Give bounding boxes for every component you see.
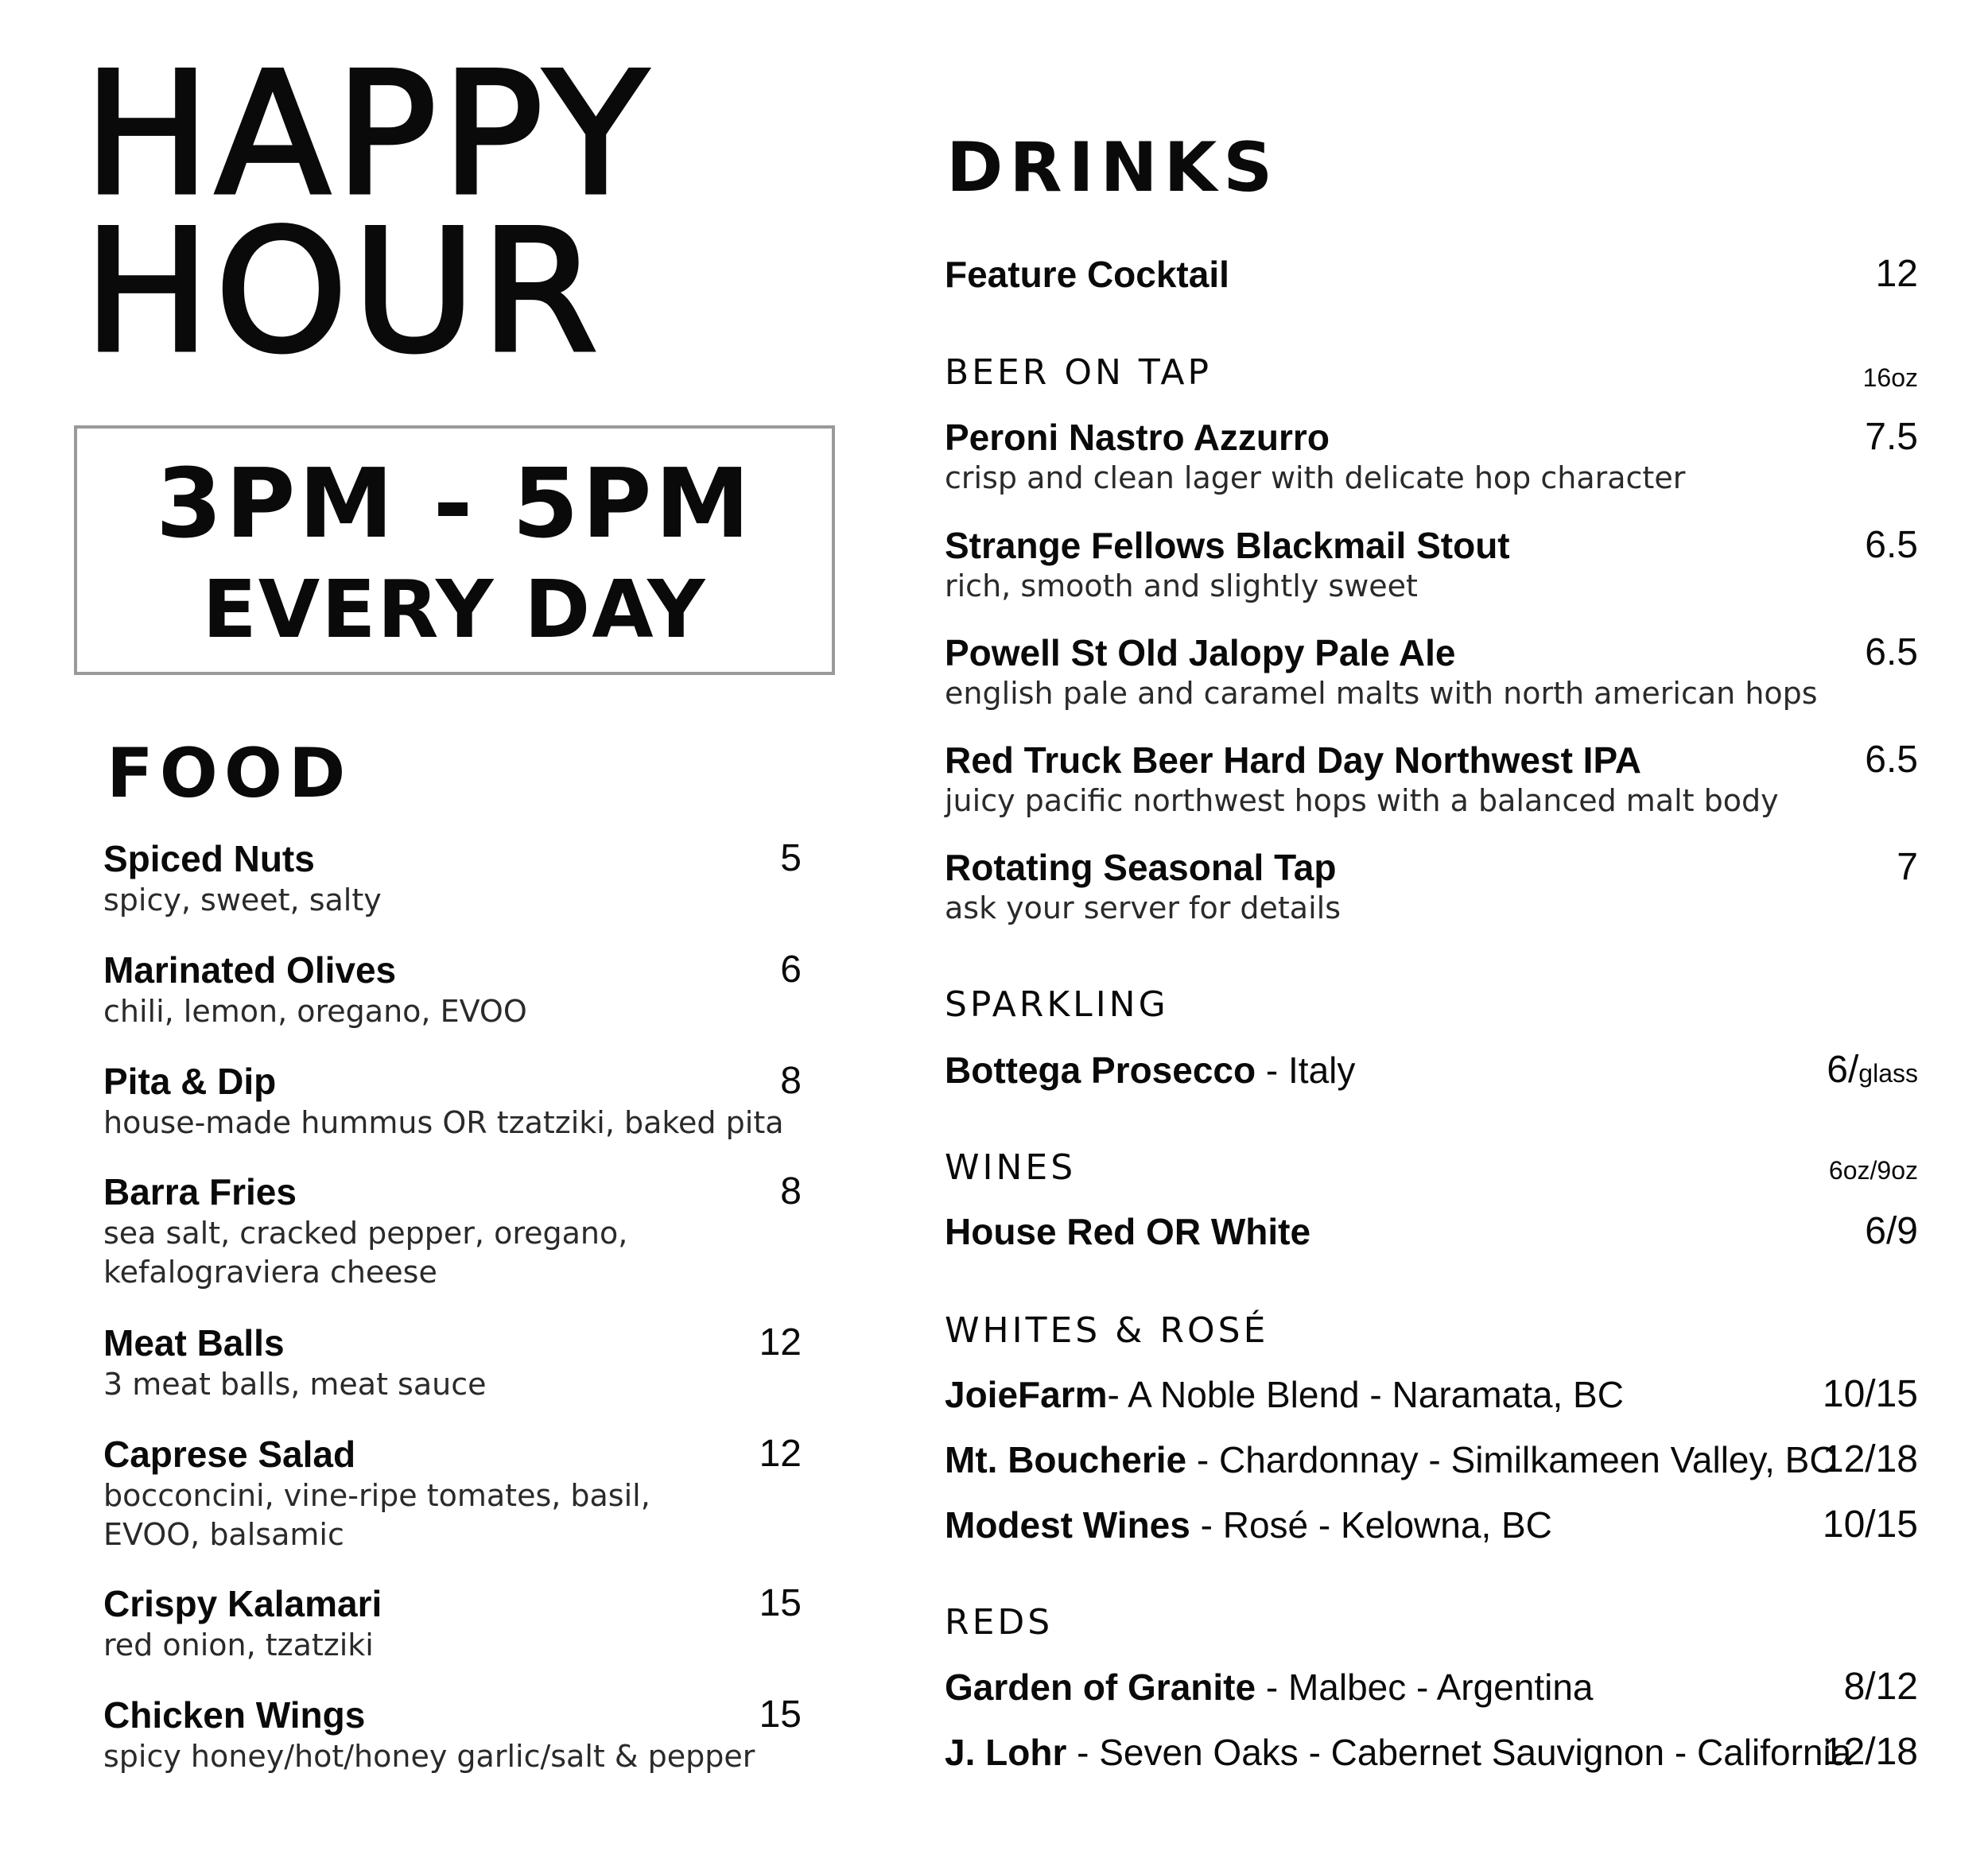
hours-box [74, 425, 835, 675]
beer-item-name: Peroni Nastro Azzurro [945, 417, 1330, 458]
wines-heading: WINES [945, 1147, 1077, 1188]
wine-price: 10/15 [1822, 1373, 1918, 1415]
white-wine-row [945, 1375, 1624, 1414]
food-item-name: Spiced Nuts [103, 838, 315, 879]
food-item-desc: spicy honey/hot/honey garlic/salt & pepper [103, 1739, 755, 1774]
sparkling-detail: - Italy [1256, 1049, 1356, 1091]
beer-item-price: 6.5 [1865, 524, 1918, 566]
white-wine-row [945, 1505, 1552, 1545]
wine-price: 12/18 [1822, 1731, 1918, 1773]
food-item-desc: house-made hummus OR tzatziki, baked pita [103, 1105, 784, 1140]
sparkling-price-suffix: glass [1858, 1059, 1918, 1088]
food-item-price: 15 [759, 1582, 802, 1624]
title-line-happy: HAPPY [83, 36, 652, 232]
feature-cocktail-name: Feature Cocktail [945, 254, 1229, 295]
wine-producer: Mt. Boucherie [945, 1439, 1187, 1480]
drinks-section-title: DRINKS [946, 128, 1279, 208]
food-item-desc: red onion, tzatziki [103, 1628, 374, 1662]
beer-item-desc: ask your server for details [945, 890, 1341, 925]
house-wine-price: 6/9 [1865, 1210, 1918, 1252]
food-item-price: 15 [759, 1693, 802, 1736]
beer-item-desc: rich, smooth and slightly sweet [945, 568, 1418, 603]
food-item-desc: EVOO, balsamic [103, 1517, 344, 1552]
white-wine-row [945, 1440, 1836, 1480]
food-item-price: 12 [759, 1321, 802, 1364]
wine-detail: - Rosé - Kelowna, BC [1190, 1504, 1552, 1546]
food-item-name: Chicken Wings [103, 1694, 366, 1736]
beer-heading: BEER ON TAP [945, 352, 1212, 393]
food-item-name: Marinated Olives [103, 949, 397, 991]
beer-item-desc: juicy pacific northwest hops with a balanced malt body [945, 783, 1779, 818]
food-item-price: 8 [780, 1170, 802, 1212]
food-item-desc: spicy, sweet, salty [103, 883, 382, 918]
sparkling-price-value: 6/ [1827, 1049, 1859, 1091]
house-wine-name: House Red OR White [945, 1211, 1311, 1252]
food-item-name: Meat Balls [103, 1322, 285, 1364]
wine-detail: - Seven Oaks - Cabernet Sauvignon - California [1066, 1732, 1852, 1773]
whites-heading: WHITES & ROSÉ [945, 1310, 1269, 1351]
food-item-name: Crispy Kalamari [103, 1583, 382, 1624]
food-item-price: 8 [780, 1060, 802, 1102]
food-item-name: Caprese Salad [103, 1434, 356, 1475]
wine-price: 12/18 [1822, 1438, 1918, 1480]
beer-item-price: 7.5 [1865, 416, 1918, 458]
beer-item-name: Red Truck Beer Hard Day Northwest IPA [945, 739, 1641, 781]
food-item-price: 5 [780, 837, 802, 879]
wine-producer: Garden of Granite [945, 1666, 1256, 1708]
wine-price: 8/12 [1843, 1666, 1918, 1708]
wine-price: 10/15 [1822, 1503, 1918, 1546]
wine-detail: - Malbec - Argentina [1256, 1666, 1594, 1708]
food-item-desc: kefalograviera cheese [103, 1255, 437, 1290]
reds-heading: REDS [945, 1602, 1054, 1643]
wine-producer: Modest Wines [945, 1504, 1190, 1546]
food-section-title: FOOD [107, 734, 352, 813]
food-item-desc: sea salt, cracked pepper, oregano, [103, 1216, 628, 1251]
food-item-desc: 3 meat balls, meat sauce [103, 1367, 487, 1402]
wine-detail: - A Noble Blend - Naramata, BC [1107, 1374, 1624, 1415]
hours-time: 3PM - 5PM [155, 449, 754, 560]
beer-item-name: Rotating Seasonal Tap [945, 847, 1337, 888]
wine-producer: JoieFarm [945, 1374, 1108, 1415]
wines-unit: 6oz/9oz [1828, 1156, 1918, 1185]
sparkling-price [1827, 1050, 1918, 1093]
title-line-hour: HOUR [83, 193, 603, 390]
sparkling-producer: Bottega Prosecco [945, 1049, 1256, 1091]
beer-item-name: Strange Fellows Blackmail Stout [945, 525, 1510, 566]
sparkling-heading: SPARKLING [945, 984, 1169, 1025]
sparkling-item [945, 1050, 1355, 1090]
beer-item-desc: english pale and caramel malts with north american hops [945, 676, 1818, 711]
hours-days: EVERY DAY [202, 563, 707, 656]
food-item-name: Pita & Dip [103, 1061, 277, 1102]
food-item-price: 6 [780, 949, 802, 991]
food-item-name: Barra Fries [103, 1171, 297, 1212]
beer-item-name: Powell St Old Jalopy Pale Ale [945, 632, 1456, 673]
beer-item-price: 6.5 [1865, 739, 1918, 781]
beer-unit: 16oz [1862, 363, 1918, 392]
red-wine-row [945, 1667, 1594, 1707]
food-item-desc: chili, lemon, oregano, EVOO [103, 994, 527, 1029]
wine-detail: - Chardonnay - Similkameen Valley, BC [1186, 1439, 1836, 1480]
beer-item-price: 6.5 [1865, 631, 1918, 673]
happy-hour-title [83, 36, 652, 390]
food-item-desc: bocconcini, vine-ripe tomates, basil, [103, 1478, 650, 1513]
feature-cocktail-price: 12 [1875, 253, 1918, 295]
red-wine-row [945, 1732, 1851, 1772]
wine-producer: J. Lohr [945, 1732, 1067, 1773]
food-item-price: 12 [759, 1433, 802, 1475]
beer-item-price: 7 [1897, 846, 1918, 888]
beer-item-desc: crisp and clean lager with delicate hop character [945, 460, 1686, 495]
